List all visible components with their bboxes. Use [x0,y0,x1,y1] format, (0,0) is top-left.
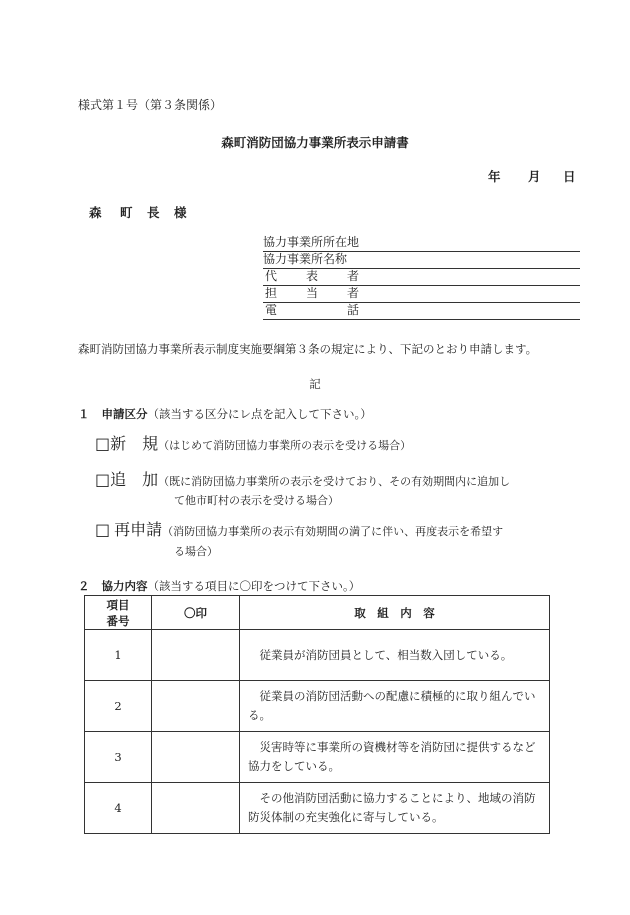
table-row [85,783,550,834]
date-day: 日 [563,169,576,184]
field-address[interactable] [263,235,580,252]
field-phone-char: 電 [265,303,278,317]
row-number: 3 [85,732,152,783]
checkbox-add[interactable]: □ [95,470,111,489]
field-representative[interactable] [263,269,580,286]
row-mark-cell[interactable] [152,681,240,732]
row-number: 2 [85,681,152,732]
option-reapply-desc-cont: る場合） [174,545,218,558]
checkbox-new[interactable]: □ [95,434,111,453]
row-content: 災害時等に事業所の資機材等を消防団に提供するなど協力をしている。 [240,732,550,783]
header-item-number-line2: 番号 [106,613,130,628]
row-mark-cell[interactable] [152,630,240,681]
cooperation-table [84,595,550,834]
row-mark-cell[interactable] [152,732,240,783]
option-add-char: 追 [110,470,127,489]
field-address-label: 協力事業所所在地 [263,235,360,249]
option-new-char: 規 [142,434,159,453]
document-title: 森町消防団協力事業所表示申請書 [221,135,409,150]
field-contact-person-char: 当 [306,286,319,300]
body-text: 森町消防団協力事業所表示制度実施要綱第３条の規定により、下記のとおり申請します。 [78,342,538,356]
checkbox-reapply[interactable]: □ [95,520,111,539]
header-mark: 〇印 [152,596,240,630]
option-new[interactable] [95,431,411,454]
header-item-number-line1: 項目 [106,597,130,612]
option-reapply-desc: （消防団協力事業所の表示有効期間の満了に伴い、再度表示を希望す [162,525,504,538]
section-2-heading [78,578,360,594]
addressee-honorific: 様 [174,205,187,220]
field-contact-person-char: 担 [265,286,278,300]
addressee-char-3: 長 [147,205,160,220]
date-month: 月 [528,169,541,184]
option-add-char: 加 [142,470,159,489]
addressee-char-1: 森 [89,205,102,220]
row-content: 従業員の消防団活動への配慮に積極的に取り組んでいる。 [240,681,550,732]
option-new-desc: （はじめて消防団協力事業所の表示を受ける場合） [158,439,412,452]
option-reapply[interactable] [95,517,503,540]
option-new-char: 新 [110,434,127,453]
row-content: その他消防団活動に協力することにより、地域の消防防災体制の充実強化に寄与している。 [240,783,550,834]
field-phone-char: 話 [347,303,360,317]
option-add-desc-cont: て他市町村の表示を受ける場合） [174,494,339,507]
table-row [85,630,550,681]
option-add[interactable] [95,467,510,490]
field-contact-person[interactable] [263,286,580,303]
row-number: 4 [85,783,152,834]
row-content: 従業員が消防団員として、相当数入団している。 [240,630,550,681]
date-year: 年 [488,169,501,184]
section-2-title: 協力内容 [101,579,148,593]
section-2-number: ２ [78,579,90,593]
field-representative-char: 者 [347,269,360,283]
field-contact-person-char: 者 [347,286,360,300]
field-phone[interactable] [263,303,580,320]
section-2-note: （該当する項目に〇印をつけて下さい。） [147,579,361,593]
header-item-number [85,596,152,630]
field-company-name-label: 協力事業所名称 [263,252,348,266]
section-1-heading [78,406,372,422]
section-1-note: （該当する区分にレ点を記入して下さい。） [147,407,372,421]
option-add-desc: （既に消防団協力事業所の表示を受けており、その有効期間内に追加し [158,475,511,488]
field-company-name[interactable] [263,252,580,269]
row-mark-cell[interactable] [152,783,240,834]
addressee-char-2: 町 [120,205,133,220]
field-representative-char: 代 [265,269,278,283]
header-content: 取 組 内 容 [240,596,550,630]
field-representative-char: 表 [306,269,319,283]
section-1-number: １ [78,407,90,421]
table-header-row [85,596,550,630]
form-number: 様式第１号（第３条関係） [78,98,223,112]
row-number: 1 [85,630,152,681]
table-row [85,732,550,783]
table-row [85,681,550,732]
section-1-title: 申請区分 [101,407,148,421]
ki-marker: 記 [309,377,321,391]
option-reapply-label: 再申請 [114,520,163,539]
